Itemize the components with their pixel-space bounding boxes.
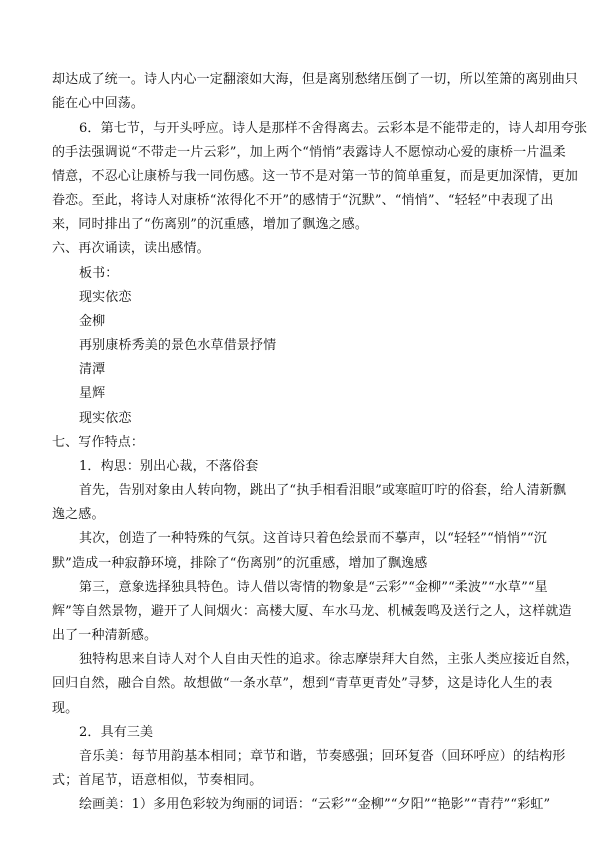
subheading-1: 1．构思：别出心裁，不落俗套	[79, 459, 259, 474]
text-line-26: 回归自然，融合自然。故想做“一条水草”，想到“青草更青处”寻梦，这是诗化人生的表	[52, 676, 553, 691]
section-heading-6: 六、再次诵读，读出感情。	[52, 241, 210, 256]
text-line-24: 出了一种清新感。	[52, 628, 158, 643]
text-line-21: 默”造成一种寂静环境，排除了“伤离别”的沉重感，增加了飘逸感	[52, 556, 428, 571]
text-line-29: 音乐美：每节用韵基本相同；章节和谐，节奏感强；回环复沓（回环呼应）的结构形	[79, 749, 566, 764]
text-line-25: 独特构思来自诗人对个人自由天性的追求。徐志摩崇拜大自然，主张人类应接近自然，	[79, 652, 579, 667]
text-line-30: 式；首尾节，语意相似，节奏相同。	[52, 773, 263, 788]
text-line-4: 的手法强调说“不带走一片云彩”，加上两个“悄悄”表露诗人不愿惊动心爱的康桥一片温柔	[52, 145, 566, 160]
text-line-3: 6．第七节，与开头呼应。诗人是那样不舍得离去。云彩本是不能带走的，诗人却用夸张	[79, 121, 588, 136]
blackboard-item: 星辉	[79, 386, 106, 401]
subheading-2: 2．具有三美	[79, 725, 154, 740]
blackboard-item: 清潭	[79, 362, 106, 377]
text-line-6: 眷恋。至此，将诗人对康桥“浓得化不开”的感情于“沉默”、“悄悄”、“轻轻”中表现了出	[52, 193, 554, 208]
text-line-1: 却达成了统一。诗人内心一定翻滚如大海，但是离别愁绪压倒了一切，所以笙箫的离别曲只	[52, 72, 579, 87]
text-line-23: 辉”等自然景物，避开了人间烟火：高楼大厦、车水马龙、机械轰鸣及送行之人，这样就造	[52, 604, 572, 619]
blackboard-item: 现实依恋	[79, 411, 132, 426]
section-heading-7: 七、写作特点：	[52, 435, 145, 450]
text-line-19: 逸之感。	[52, 507, 105, 522]
blackboard-item: 再别康桥秀美的景色水草借景抒情	[79, 338, 277, 353]
blackboard-item: 金柳	[79, 314, 106, 329]
text-line-5: 情意，不忍心让康桥与我一同伤感。这一节不是对第一节的简单重复，而是更加深情，更加	[52, 169, 579, 184]
text-line-18: 首先，告别对象由人转向物，跳出了“执手相看泪眼”或寒暄叮咛的俗套，给人清新飘	[79, 483, 566, 498]
text-line-27: 现。	[52, 701, 79, 716]
blackboard-label: 板书：	[79, 266, 119, 281]
text-line-20: 其次，创造了一种特殊的气氛。这首诗只着色绘景而不摹声，以“轻轻”“悄悄”“沉	[79, 531, 547, 546]
text-line-7: 来，同时排出了“伤离别”的沉重感，增加了飘逸之感。	[52, 217, 369, 232]
blackboard-item: 现实依恋	[79, 290, 132, 305]
text-line-22: 第三，意象选择独具特色。诗人借以寄情的物象是“云彩”“金柳”“柔波”“水草”“星	[79, 580, 548, 595]
text-line-31: 绘画美：1）多用色彩较为绚丽的词语：“云彩”“金柳”“夕阳”“艳影”“青荇”“彩虹”	[79, 797, 551, 812]
text-line-2: 能在心中回荡。	[52, 96, 145, 111]
